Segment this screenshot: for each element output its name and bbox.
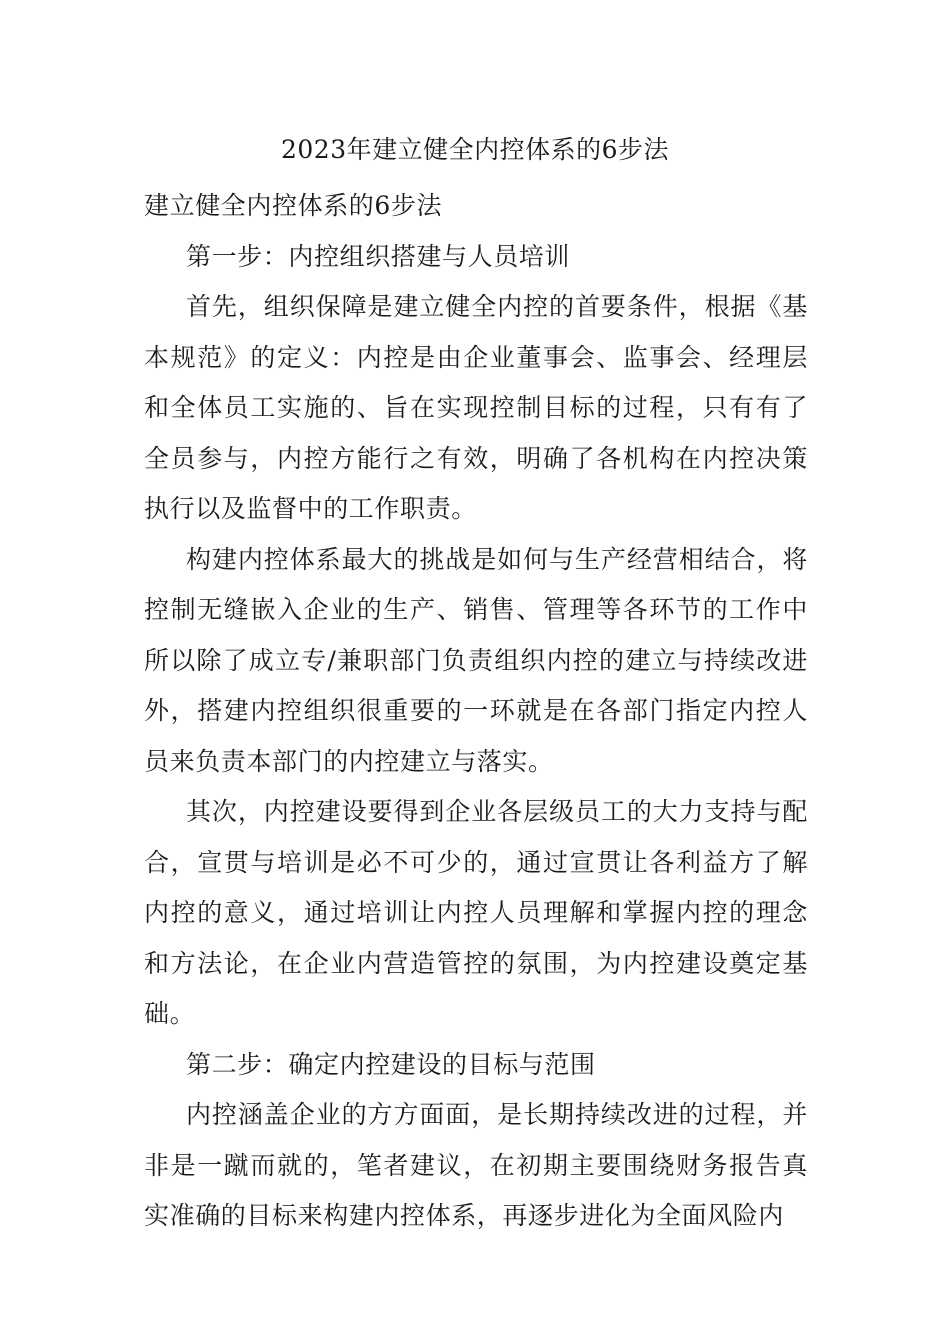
paragraph-scope: 内控涵盖企业的方方面面，是长期持续改进的过程，并非是一蹴而就的，笔者建议，在初期主要围绕财务报告真实准确的目标来构建内控体系，再逐步进化为全面风险内: [144, 1100, 808, 1230]
subtitle-paragraph: 建立健全内控体系的6步法: [144, 191, 443, 220]
paragraph-organization-guarantee: 首先，组织保障是建立健全内控的首要条件，根据《基本规范》的定义：内控是由企业董事会、监事会、经理层和全体员工实施的、旨在实现控制目标的过程，只有有了全员参与，内控方能行之有效，明确了各机构在内控决策执行以及监督中的工作职责。: [144, 292, 808, 523]
step-two-heading: 第二步：确定内控建设的目标与范围: [186, 1049, 596, 1079]
paragraph-training: 其次，内控建设要得到企业各层级员工的大力支持与配合，宣贯与培训是必不可少的，通过宣贯让各利益方了解内控的意义，通过培训让内控人员理解和掌握内控的理念和方法论，在企业内营造管控的氛围，为内控建设奠定基础。: [144, 797, 808, 1028]
document-body: [144, 181, 808, 1242]
paragraph-build-challenge: 构建内控体系最大的挑战是如何与生产经营相结合，将控制无缝嵌入企业的生产、销售、管理等各环节的工作中所以除了成立专/兼职部门负责组织内控的建立与持续改进外，搭建内控组织很重要的一环就是在各部门指定内控人员来负责本部门的内控建立与落实。: [144, 544, 808, 776]
document-title: 2023年建立健全内控体系的6步法: [280, 135, 670, 164]
step-one-heading: 第一步：内控组织搭建与人员培训: [186, 241, 571, 271]
